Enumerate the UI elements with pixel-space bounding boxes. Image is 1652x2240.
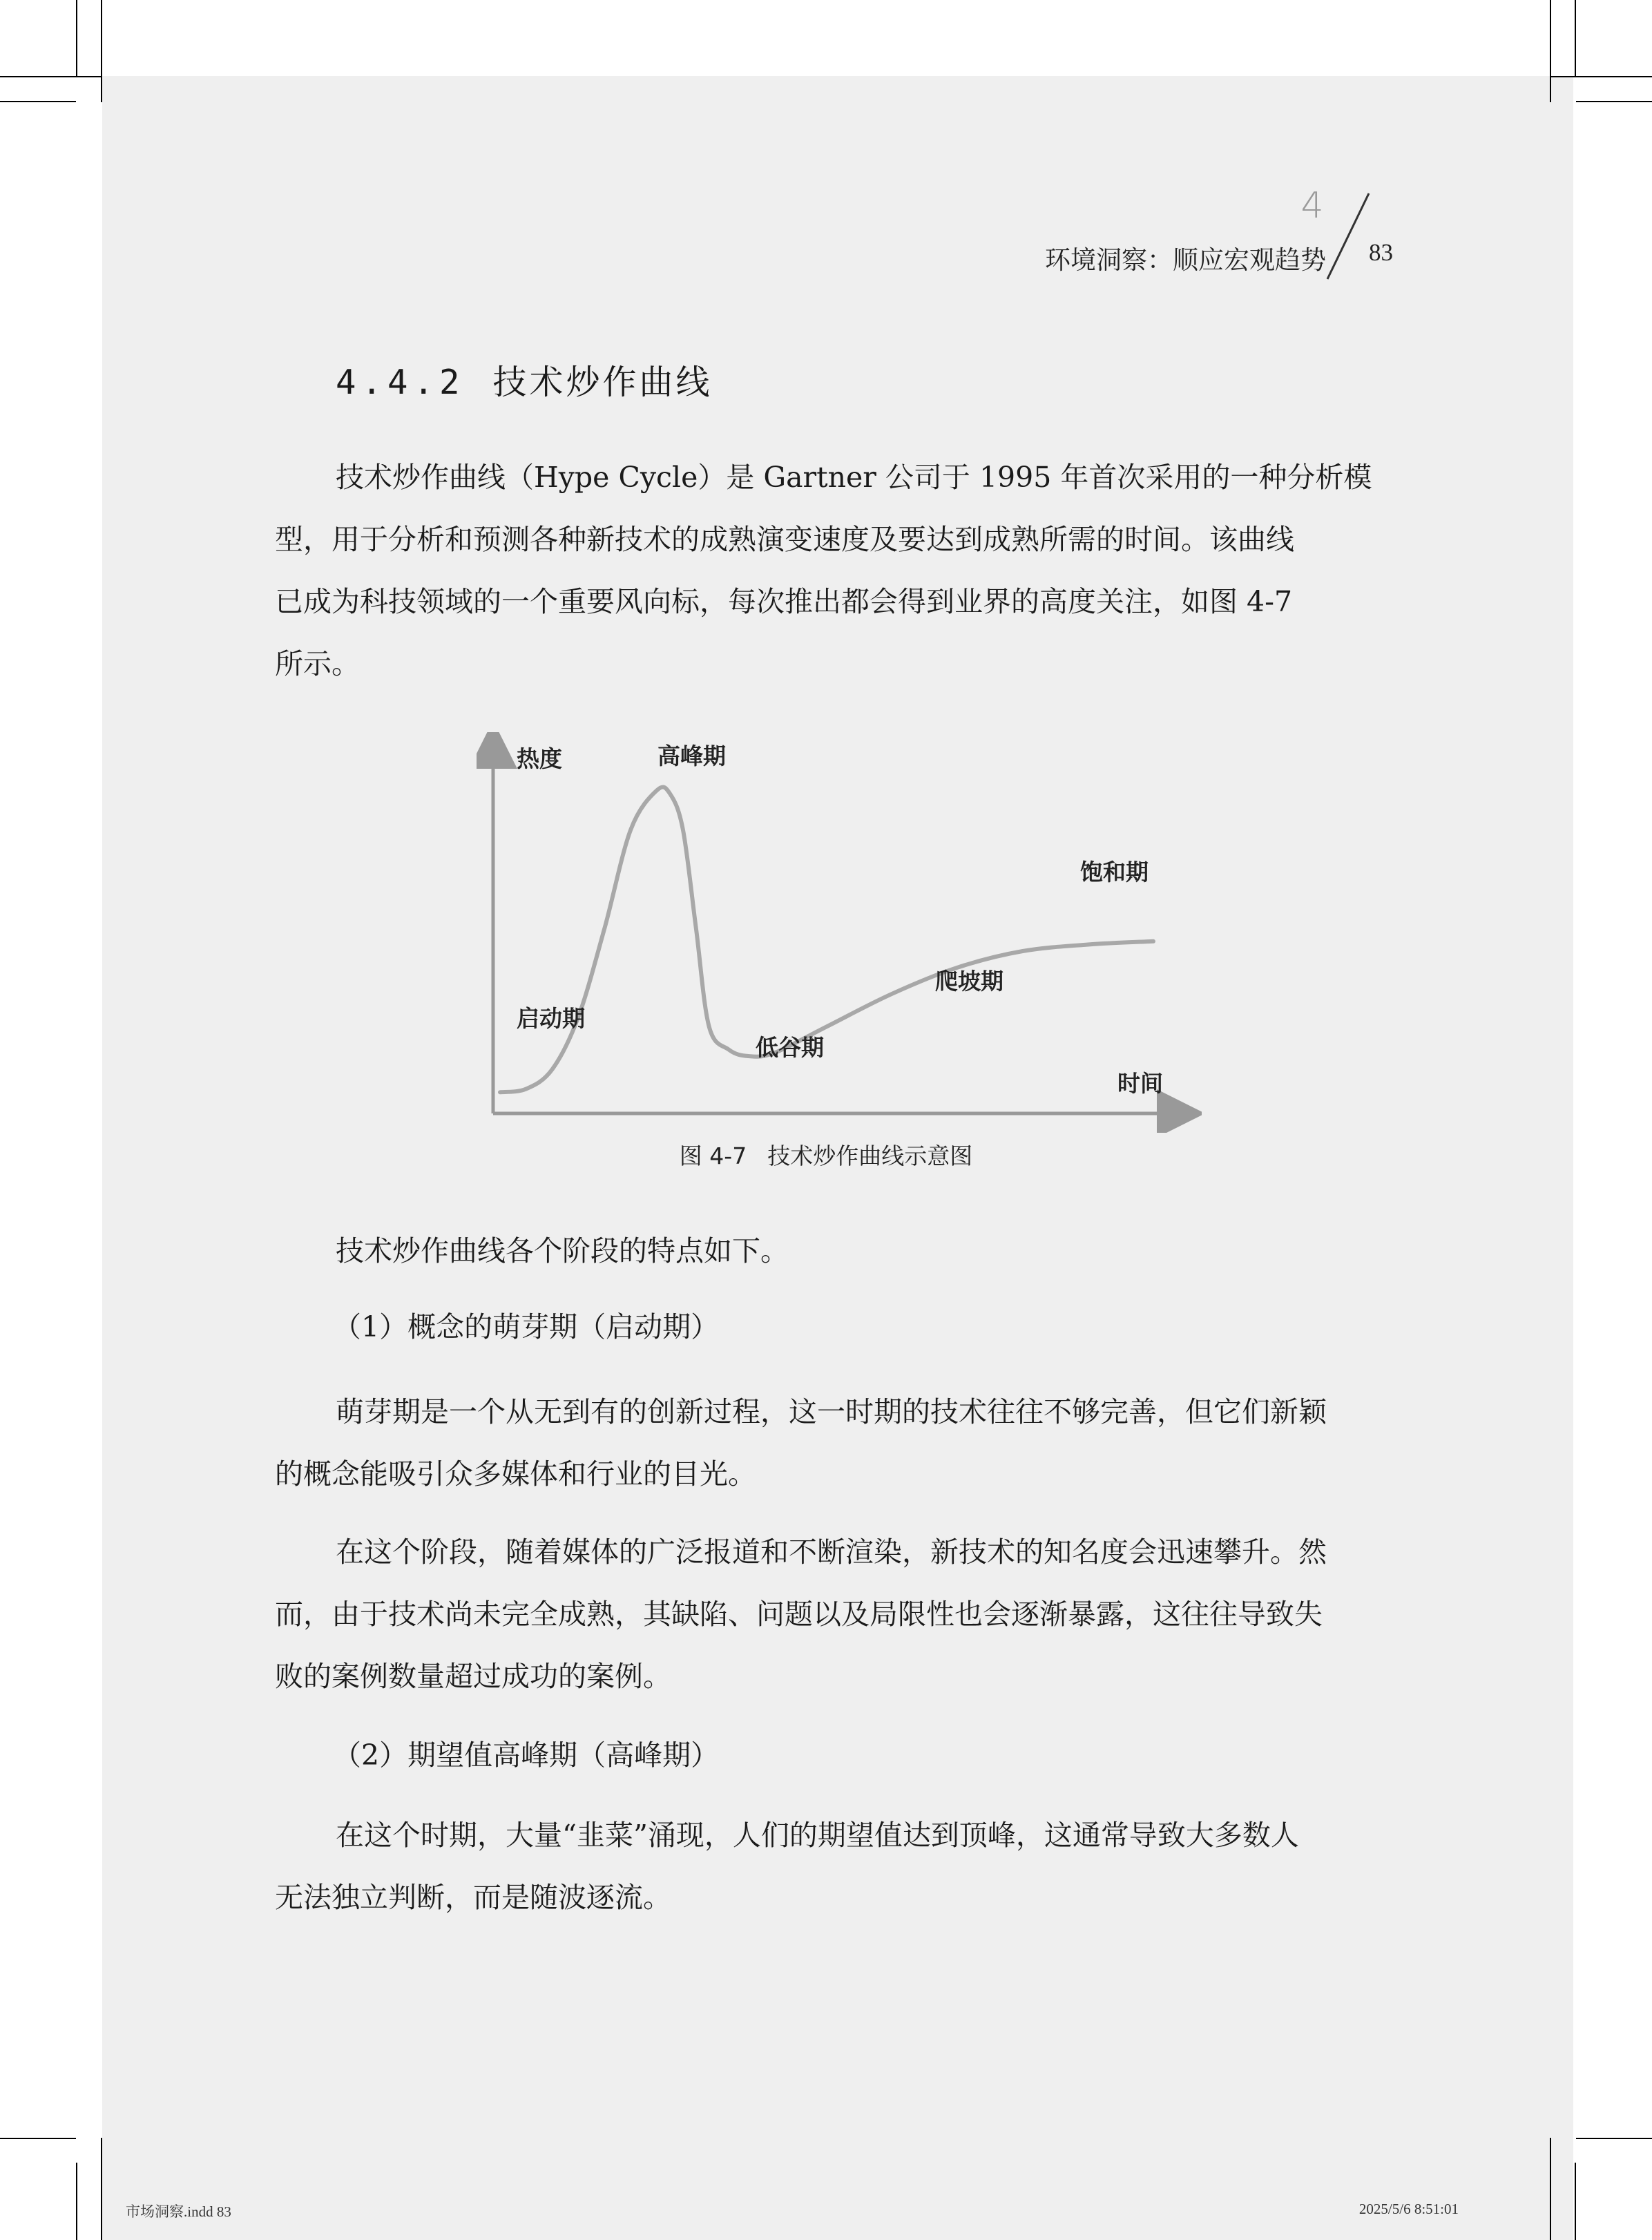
slug-file: 市场洞察.indd 83: [126, 2203, 231, 2220]
intro-line: 已成为科技领域的一个重要风向标，每次推出都会得到业界的高度关注，如图 4-7: [275, 585, 1293, 618]
paragraph-line: 在这个阶段，随着媒体的广泛报道和不断渲染，新技术的知名度会迅速攀升。然: [336, 1535, 1327, 1569]
chapter-number: 4: [1300, 185, 1324, 227]
paragraph-2: [275, 1521, 1399, 1707]
crop-mark-bottom-left-v2: [76, 2163, 77, 2240]
paragraph-line: 无法独立判断，而是随波逐流。: [275, 1881, 671, 1914]
section-number: 4.4.2: [336, 363, 465, 402]
crop-mark-top-left-h: [0, 101, 76, 102]
x-axis-label: 时间: [1117, 1070, 1163, 1097]
stages-intro: [275, 1220, 1399, 1282]
crop-mark-top-left-h2: [0, 76, 102, 77]
intro-paragraph: [275, 446, 1399, 695]
slug-timestamp: 2025/5/6 8:51:01: [1358, 2201, 1459, 2217]
paragraph-line: 在这个时期，大量“韭菜”涌现，人们的期望值达到顶峰，这通常导致大多数人: [336, 1819, 1299, 1852]
crop-mark-bottom-right-h: [1576, 2138, 1652, 2139]
crop-mark-bottom-left-h: [0, 2138, 76, 2139]
crop-mark-bottom-right-v: [1550, 2138, 1551, 2240]
stages-intro-line: 技术炒作曲线各个阶段的特点如下。: [336, 1234, 789, 1267]
stage-label-slope: 爬坡期: [935, 968, 1003, 995]
header-divider-slash: [1319, 192, 1374, 282]
stage-heading-1: （1）概念的萌芽期（启动期）: [333, 1310, 720, 1343]
crop-mark-top-right-h2: [1550, 76, 1652, 77]
section-title-text: 技术炒作曲线: [492, 363, 713, 402]
intro-line: 型，用于分析和预测各种新技术的成熟演变速度及要达到成熟所需的时间。该曲线: [275, 523, 1294, 556]
paragraph-1: [275, 1381, 1399, 1505]
crop-mark-top-right-h: [1576, 101, 1652, 102]
figure-caption: [0, 1138, 1652, 1171]
page-number: 83: [1369, 239, 1393, 266]
hype-cycle-chart: [477, 732, 1202, 1133]
stage-heading-2: （2）期望值高峰期（高峰期）: [333, 1739, 720, 1772]
y-axis-label: 热度: [517, 745, 562, 772]
crop-mark-top-right-v2: [1575, 0, 1576, 76]
stage-label-plateau: 饱和期: [1080, 859, 1149, 886]
stage-label-startup: 启动期: [517, 1005, 585, 1032]
intro-line: 技术炒作曲线（Hype Cycle）是 Gartner 公司于 1995 年首次采用的一种分析模: [336, 461, 1372, 494]
crop-mark-top-left-v2: [76, 0, 77, 76]
crop-mark-top-left-v: [101, 0, 102, 102]
crop-mark-bottom-right-v2: [1575, 2163, 1576, 2240]
paragraph-3: [275, 1804, 1399, 1928]
paragraph-line: 的概念能吸引众多媒体和行业的目光。: [275, 1457, 756, 1491]
figure-caption-text: 技术炒作曲线示意图: [767, 1142, 973, 1169]
intro-line: 所示。: [275, 647, 360, 680]
stage-label-peak: 高峰期: [657, 743, 726, 769]
section-title: [336, 356, 713, 404]
chapter-title: 环境洞察：顺应宏观趋势: [1045, 245, 1326, 275]
crop-mark-top-right-v: [1550, 0, 1551, 102]
crop-mark-bottom-left-v: [101, 2138, 102, 2240]
hype-cycle-figure: [477, 732, 1202, 1133]
stage-label-trough: 低谷期: [756, 1034, 824, 1061]
paragraph-line: 萌芽期是一个从无到有的创新过程，这一时期的技术往往不够完善，但它们新颖: [336, 1395, 1327, 1428]
paragraph-line: 败的案例数量超过成功的案例。: [275, 1660, 671, 1693]
hype-curve: [500, 787, 1153, 1092]
figure-label: 图 4-7: [679, 1142, 747, 1169]
paragraph-line: 而，由于技术尚未完全成熟，其缺陷、问题以及局限性也会逐渐暴露，这往往导致失: [275, 1598, 1323, 1631]
